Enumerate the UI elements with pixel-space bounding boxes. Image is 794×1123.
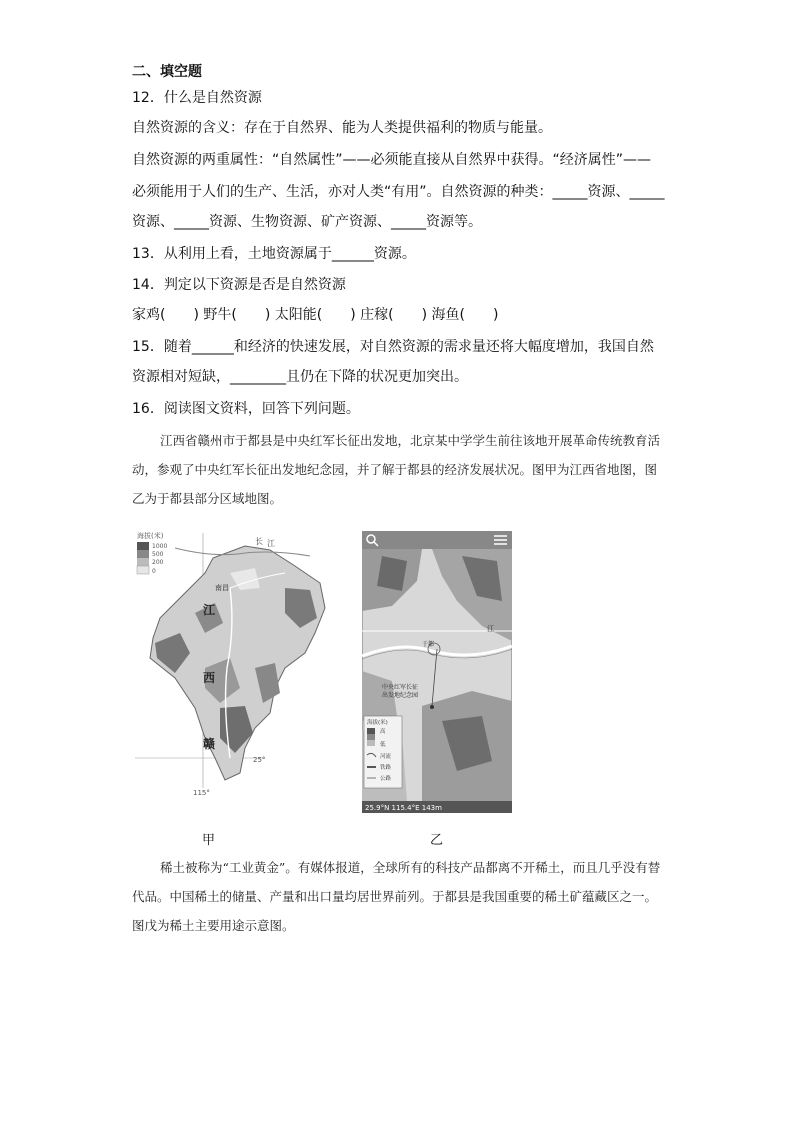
label-gan: 赣 <box>203 737 216 751</box>
label-nanchang: 南昌 <box>215 584 229 592</box>
label-chang: 长 <box>255 537 263 546</box>
yi-legend-title: 海拔(米) <box>367 720 388 726</box>
q14-title: 14．判定以下资源是否是自然资源 <box>132 277 346 293</box>
q14-items: 家鸡( ) 野牛( ) 太阳能( ) 庄稼( ) 海鱼( ) <box>132 307 499 323</box>
label-lat: 25° <box>253 756 266 764</box>
map-jia <box>135 528 335 803</box>
q16-para1-text: 江西省赣州市于都县是中央红军长征出发地，北京某中学学生前往该地开展革命传统教育活动，参观了中央红军长征出发地纪念园，并了解于都县的经济发展状况。图甲为江西省地图，图乙为于都县部分区域地图。 <box>132 433 661 506</box>
legend-title: 海拔(米) <box>137 532 164 540</box>
q12-line4: 资源、_____资源、生物资源、矿产资源、_____资源等。 <box>132 214 482 230</box>
legend-v1: 1000 <box>152 543 168 550</box>
jiangxi-map-graphic <box>135 528 335 803</box>
caption-yi: 乙 <box>430 833 444 848</box>
q15-line2: 资源相对短缺，________且仍在下降的状况更加突出。 <box>132 369 468 385</box>
yi-legend-river: 河流 <box>380 754 392 760</box>
label-jiang: 江 <box>203 603 216 617</box>
q12-line1: 自然资源的含义：存在于自然界、能为人类提供福利的物质与能量。 <box>132 120 552 136</box>
label-lon: 115° <box>193 789 210 797</box>
q16-para2 <box>132 853 662 940</box>
yi-legend-low: 低 <box>380 742 386 748</box>
yi-legend-road: 公路 <box>380 776 392 782</box>
q15-line1: 15．随着______和经济的快速发展，对自然资源的需求量还将大幅度增加，我国自然 <box>132 339 654 355</box>
legend-v3: 200 <box>152 559 164 566</box>
yudu-map-graphic <box>362 531 512 813</box>
q12-line2: 自然资源的两重属性：“自然属性”——必须能直接从自然界中获得。“经济属性”—— <box>132 152 652 168</box>
map-yi <box>362 531 512 813</box>
label-memorial-1: 中央红军长征 <box>382 684 419 691</box>
q12-title: 12．什么是自然资源 <box>132 90 262 106</box>
q13: 13．从利用上看，土地资源属于______资源。 <box>132 246 416 262</box>
yi-legend-high: 高 <box>380 729 386 735</box>
label-memorial-2: 出发地纪念园 <box>382 692 419 699</box>
legend-v4: 0 <box>152 568 156 575</box>
label-jiang-yi: 江 <box>487 625 494 633</box>
q12-line3: 必须能用于人们的生产、生活，亦对人类“有用”。自然资源的种类：_____资源、_____ <box>132 184 665 200</box>
section-title: 二、填空题 <box>132 64 202 80</box>
label-jiang-river: 江 <box>267 539 275 548</box>
caption-jia: 甲 <box>202 833 216 848</box>
yi-legend-rail: 铁路 <box>380 765 392 771</box>
label-xi: 西 <box>203 671 216 685</box>
q16-title: 16．阅读图文资料，回答下列问题。 <box>132 401 360 417</box>
q16-para1 <box>132 426 662 513</box>
label-yudu: 于都 <box>422 641 435 648</box>
legend-v2: 500 <box>152 551 164 558</box>
q16-para2-text: 稀土被称为“工业黄金”。有媒体报道，全球所有的科技产品都离不开稀土，而且几乎没有替代品。中国稀土的储量、产量和出口量均居世界前列。于都县是我国重要的稀土矿蕴藏区之一。图戊为稀土主要用途示意图。 <box>132 860 661 933</box>
status-bar: 25.9°N 115.4°E 143m <box>365 804 442 812</box>
